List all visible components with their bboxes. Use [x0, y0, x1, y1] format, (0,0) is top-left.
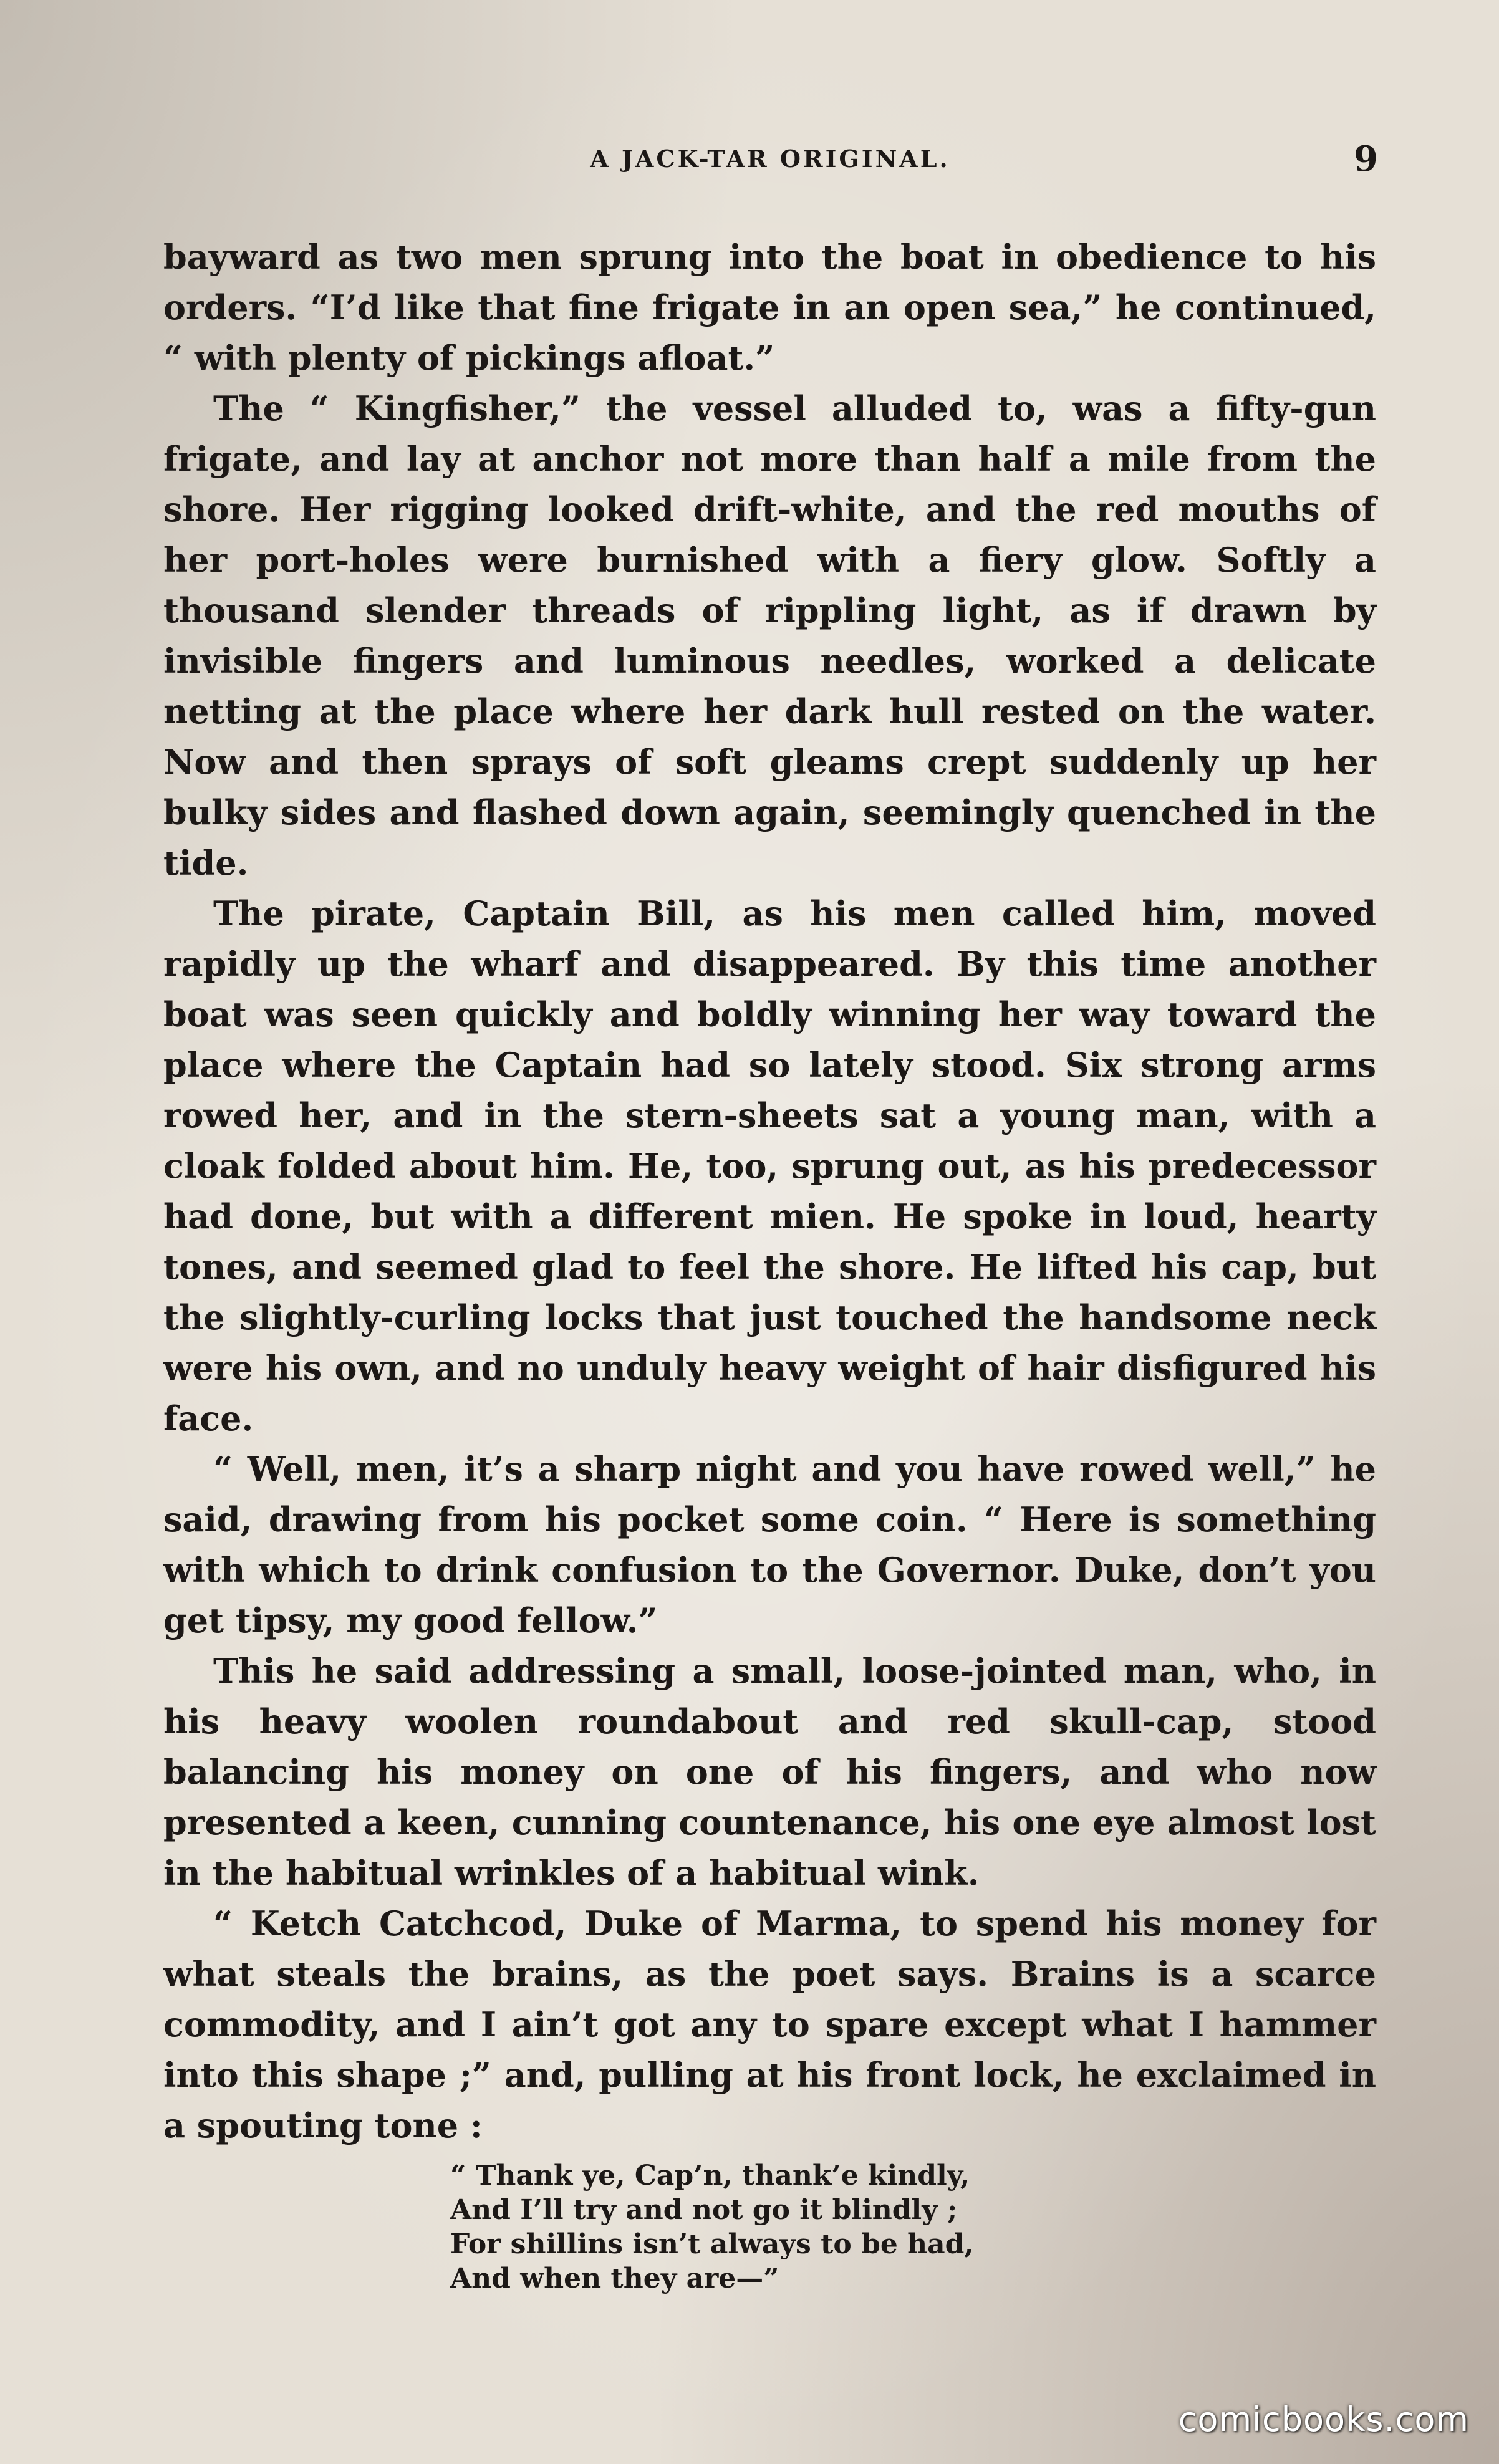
verse: [450, 2158, 1376, 2296]
body-text: [163, 232, 1376, 2296]
verse-line: And when they are—”: [450, 2263, 779, 2294]
paragraph-ketch: “ Ketch Catchcod, Duke of Marma, to spend his money for what steals the brains, as the poet says. Brains is a scarce commodity, and I ain’t got any to spare except what I hammer into this shape ;” and, pulling at his front lock, he exclaimed in a spouting tone :: [163, 1903, 1376, 2145]
watermark: comicbooks.com: [1178, 2400, 1469, 2439]
running-head: A JACK-TAR ORIGINAL.: [590, 145, 950, 173]
paragraph-well-men: “ Well, men, it’s a sharp night and you have rowed well,” he said, drawing from his pocket some coin. “ Here is something with which to drink confusion to the Governor. Duke, don’t you get tipsy, my good fellow.”: [163, 1449, 1376, 1640]
paragraph-addressing: This he said addressing a small, loose-jointed man, who, in his heavy woolen roundabout and red skull-cap, stood balancing his money on one of his fingers, and who now presented a keen, cunning countenance, his one eye almost lost in the habitual wrinkles of a habitual wink.: [163, 1651, 1376, 1893]
paragraph-pirate: The pirate, Captain Bill, as his men called him, moved rapidly up the wharf and disappeared. By this time another boat was seen quickly and boldly winning her way toward the place where the Captain had so lately stood. Six strong arms rowed her, and in the stern-sheets sat a young man, with a cloak folded about him. He, too, sprung out, as his predecessor had done, but with a different mien. He spoke in loud, hearty tones, and seemed glad to feel the shore. He lifted his cap, but the slightly-curling locks that just touched the handsome neck were his own, and no unduly heavy weight of hair disfigured his face.: [163, 893, 1376, 1438]
page-header: [162, 138, 1378, 182]
paragraph-kingfisher: The “ Kingfisher,” the vessel alluded to, was a fifty-gun frigate, and lay at anchor not more than half a mile from the shore. Her rigging looked drift-white, and the red mouths of her port-holes were burnished with a fiery glow. Softly a thousand slender threads of rippling light, as if drawn by invisible fingers and luminous needles, worked a delicate netting at the place where her dark hull rested on the water. Now and then sprays of soft gleams crept suddenly up her bulky sides and flashed down again, seemingly quenched in the tide.: [163, 388, 1376, 883]
paragraph-continued: bayward as two men sprung into the boat in obedience to his orders. “I’d like that fine frigate in an open sea,” he continued, “ with plenty of pickings afloat.”: [163, 237, 1376, 378]
verse-line: And I’ll try and not go it blindly ;: [450, 2194, 958, 2226]
verse-line: For shillins isn’t always to be had,: [450, 2228, 974, 2260]
page-number: 9: [1354, 138, 1378, 180]
verse-line: “ Thank ye, Cap’n, thank’e kindly,: [450, 2160, 970, 2192]
